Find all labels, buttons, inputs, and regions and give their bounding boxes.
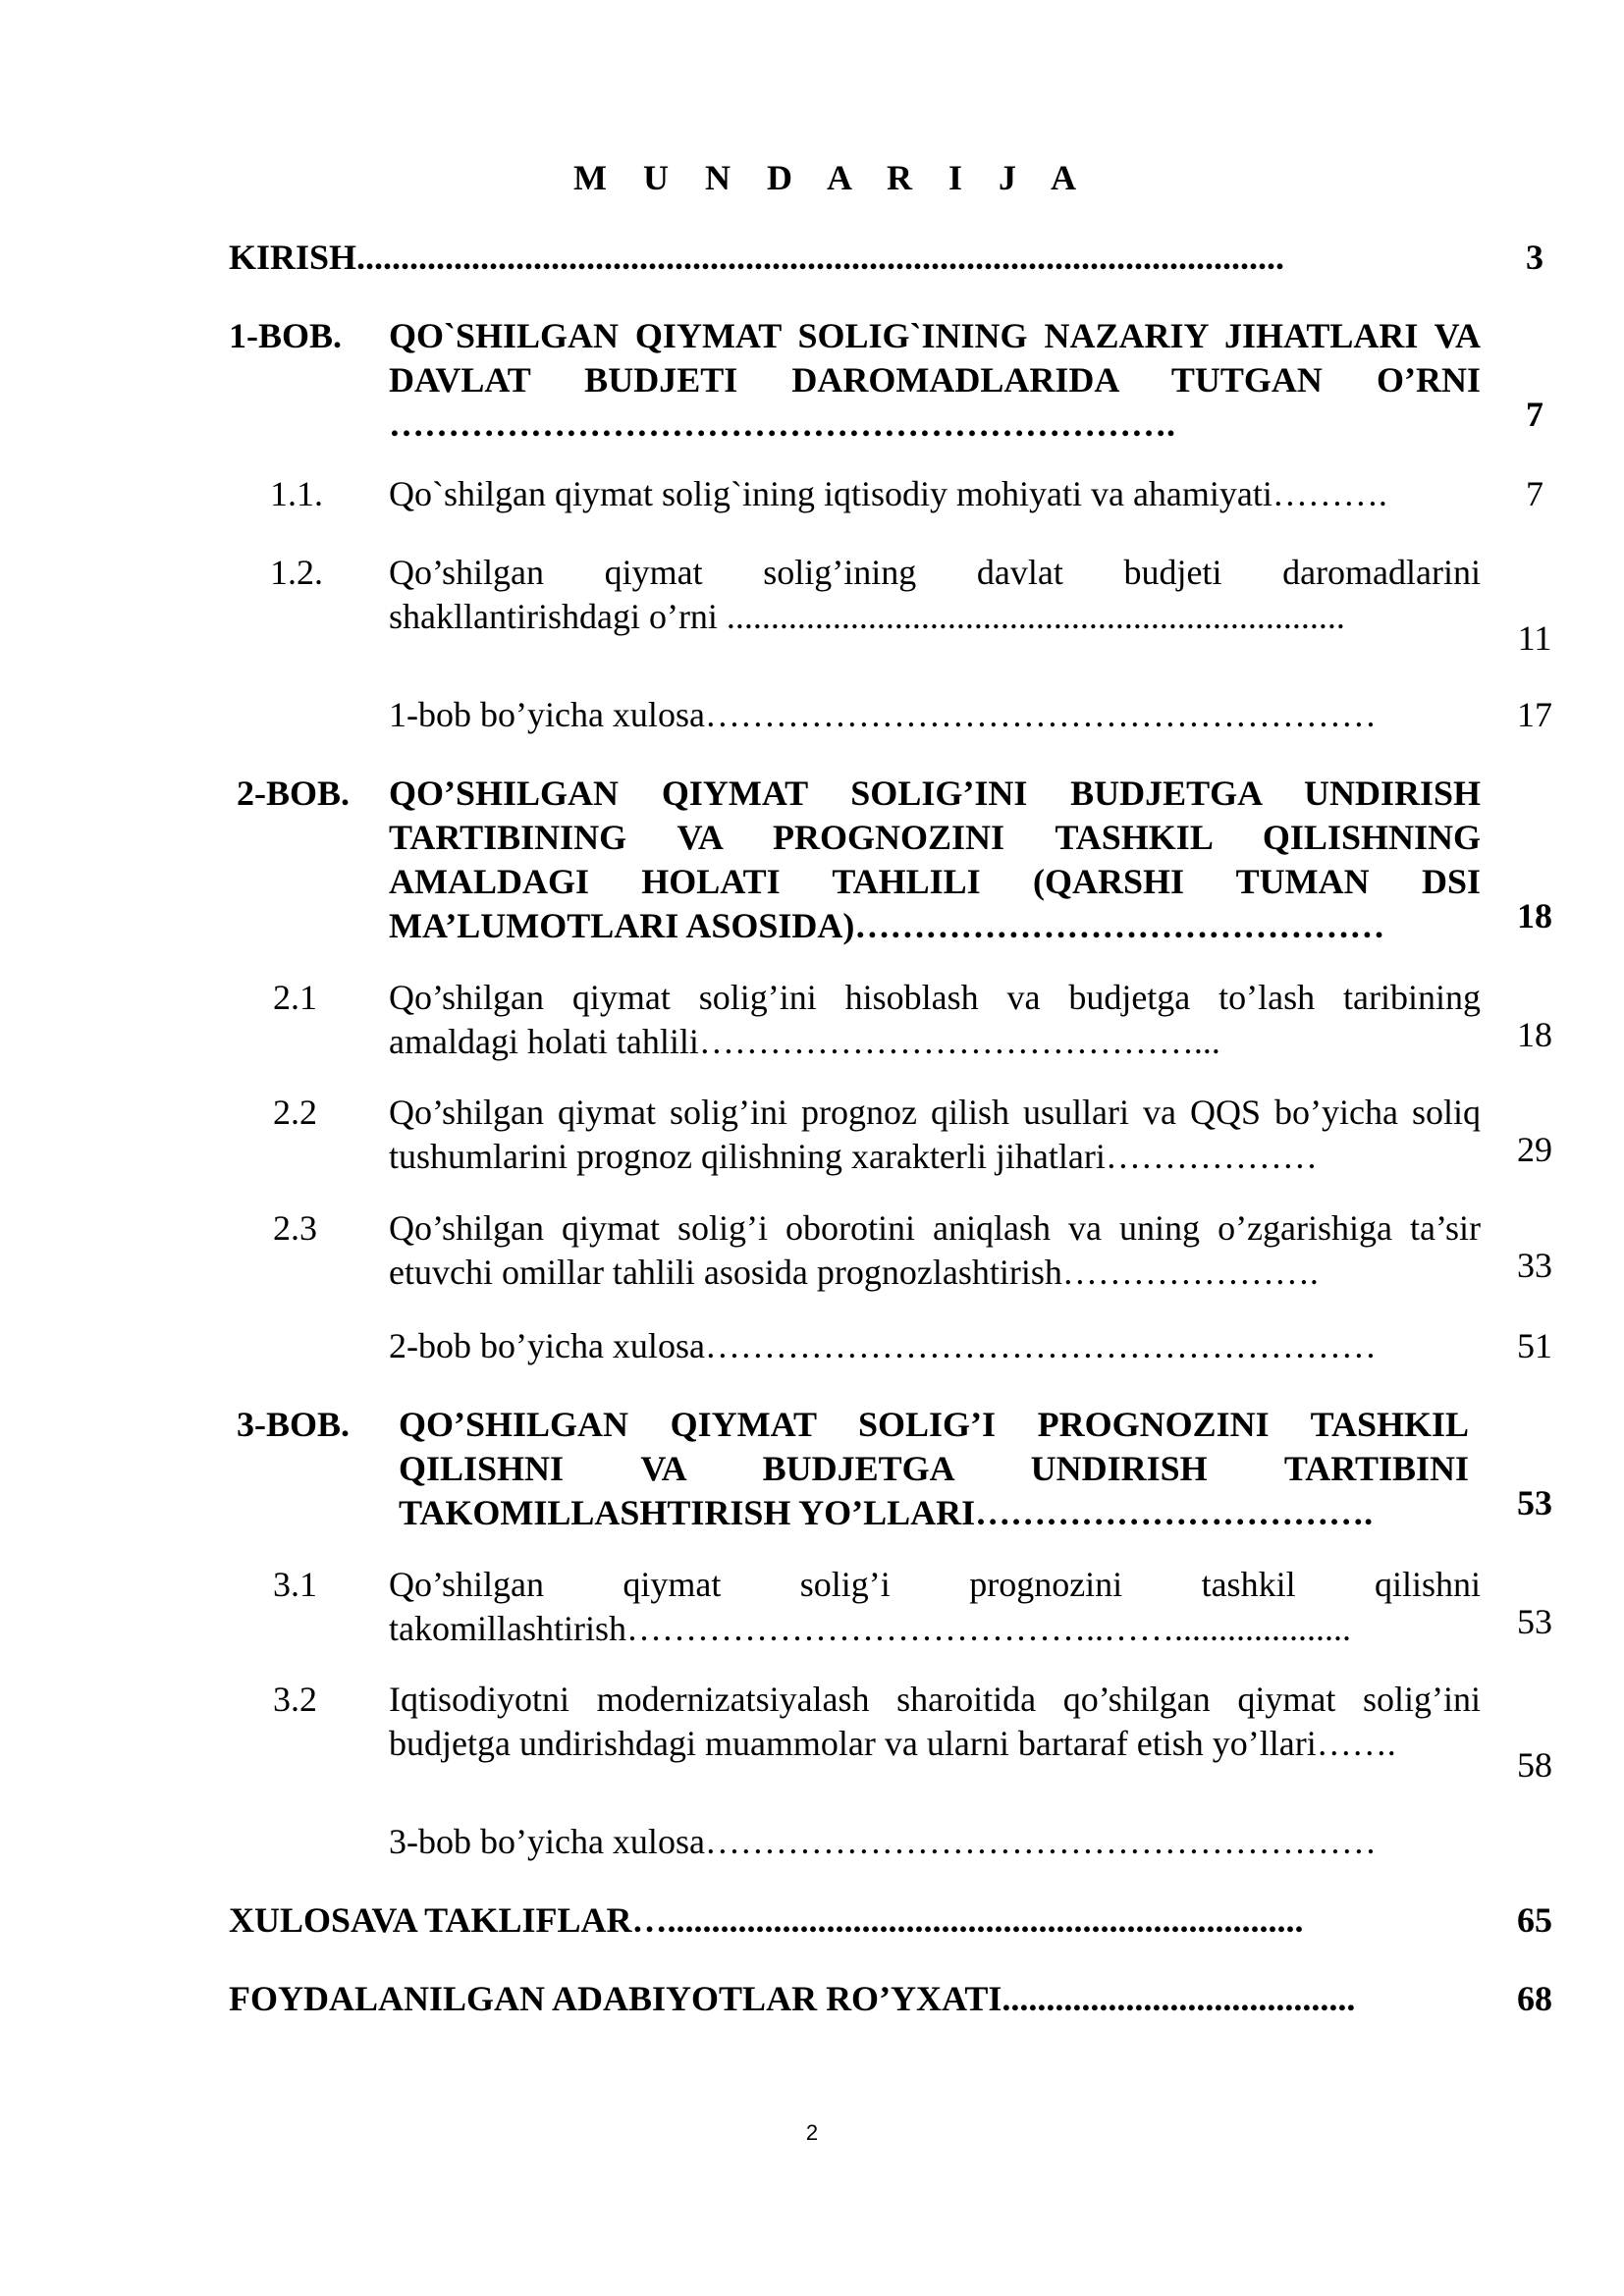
- toc-page-number: 53: [1517, 1602, 1552, 1641]
- toc-section-label: 2.3: [273, 1208, 317, 1248]
- toc-section-label: 2.2: [273, 1093, 317, 1132]
- toc-chapter-title: QO’SHILGAN QIYMAT SOLIG’INI BUDJETGA UNDIRISH TARTIBINING VA PROGNOZINI TASHKIL QILISHNING AMALDAGI HOLATI TAHLILI (QARSHI TUMAN DSI MA’LUMOTLARI ASOSIDA)………………………………………: [389, 774, 1481, 945]
- toc-page-number: 7: [1526, 474, 1543, 513]
- page-number-footer: 2: [805, 2120, 819, 2145]
- toc-entry-text: KIRISH.........................................................................................................: [229, 238, 1285, 277]
- toc-section-label: 1.2.: [270, 553, 323, 592]
- toc-chapter-title: QO`SHILGAN QIYMAT SOLIG`INING NAZARIY JIHATLARI VA DAVLAT BUDJETI DAROMADLARIDA TUTGAN O’RNI ………………………………………………………….: [389, 316, 1481, 444]
- toc-page-number: 18: [1517, 896, 1552, 935]
- toc-section-title: Qo’shilgan qiymat solig’i prognozini tashkil qilishni takomillashtirish…………………………………..……....................: [389, 1565, 1481, 1648]
- toc-page-number: 3: [1526, 238, 1543, 277]
- toc-page-number: 17: [1517, 695, 1552, 734]
- toc-page-number: 68: [1517, 1979, 1552, 2018]
- toc-chapter-title: QO’SHILGAN QIYMAT SOLIG’I PROGNOZINI TASHKIL QILISHNI VA BUDJETGA UNDIRISH TARTIBINI TAKOMILLASHTIRISH YO’LLARI…………………………….: [399, 1405, 1469, 1532]
- toc-summary-title: 1-bob bo’yicha xulosa…………………………………………………: [389, 695, 1377, 734]
- toc-entry-text: FOYDALANILGAN ADABIYOTLAR RO’YXATI........................................: [229, 1979, 1356, 2018]
- toc-entry-text: XULOSAVA TAKLIFLAR…........................................................................: [229, 1900, 1304, 1940]
- toc-page-number: 65: [1517, 1900, 1552, 1940]
- toc-chapter-label: 3-BOB.: [237, 1405, 351, 1444]
- toc-section-title: Iqtisodiyotni modernizatsiyalash sharoitida qo’shilgan qiymat solig’ini budjetga undirishdagi muammolar va ularni bartaraf etish yo’llari…….: [389, 1680, 1481, 1763]
- toc-page-number: 53: [1517, 1483, 1552, 1522]
- toc-section-title: Qo’shilgan qiymat solig’i oborotini aniqlash va uning o’zgarishiga ta’sir etuvchi omillar tahlili asosida prognozlashtirish………………….: [389, 1208, 1481, 1292]
- toc-page-number: 7: [1526, 395, 1543, 434]
- toc-section-label: 3.1: [273, 1565, 317, 1604]
- toc-section-title: Qo’shilgan qiymat solig’ining davlat budjeti daromadlarini shakllantirishdagi o’rni ......................................................................: [389, 553, 1481, 636]
- toc-section-title: Qo`shilgan qiymat solig`ining iqtisodiy mohiyati va ahamiyati……….: [389, 474, 1387, 513]
- toc-page-number: 33: [1517, 1246, 1552, 1285]
- toc-section-label: 3.2: [273, 1680, 317, 1719]
- toc-page-number: 18: [1517, 1015, 1552, 1054]
- toc-page-number: 58: [1517, 1745, 1552, 1785]
- toc-chapter-label: 1-BOB.: [229, 316, 343, 355]
- toc-page-number: 51: [1517, 1326, 1552, 1365]
- toc-summary-title: 3-bob bo’yicha xulosa…………………………………………………: [389, 1822, 1377, 1861]
- page-title: M U N D A R I J A: [572, 158, 1091, 197]
- toc-page-number: 11: [1517, 618, 1552, 658]
- toc-section-label: 1.1.: [270, 474, 323, 513]
- toc-chapter-label: 2-BOB.: [237, 774, 351, 813]
- toc-page-number: 29: [1517, 1130, 1552, 1169]
- toc-section-label: 2.1: [273, 978, 317, 1017]
- toc-section-title: Qo’shilgan qiymat solig’ini prognoz qilish usullari va QQS bo’yicha soliq tushumlarini prognoz qilishning xarakterli jihatlari………………: [389, 1093, 1481, 1176]
- toc-section-title: Qo’shilgan qiymat solig’ini hisoblash va budjetga to’lash taribining amaldagi holati tahlili……………………………………...: [389, 978, 1481, 1061]
- toc-summary-title: 2-bob bo’yicha xulosa…………………………………………………: [389, 1326, 1377, 1365]
